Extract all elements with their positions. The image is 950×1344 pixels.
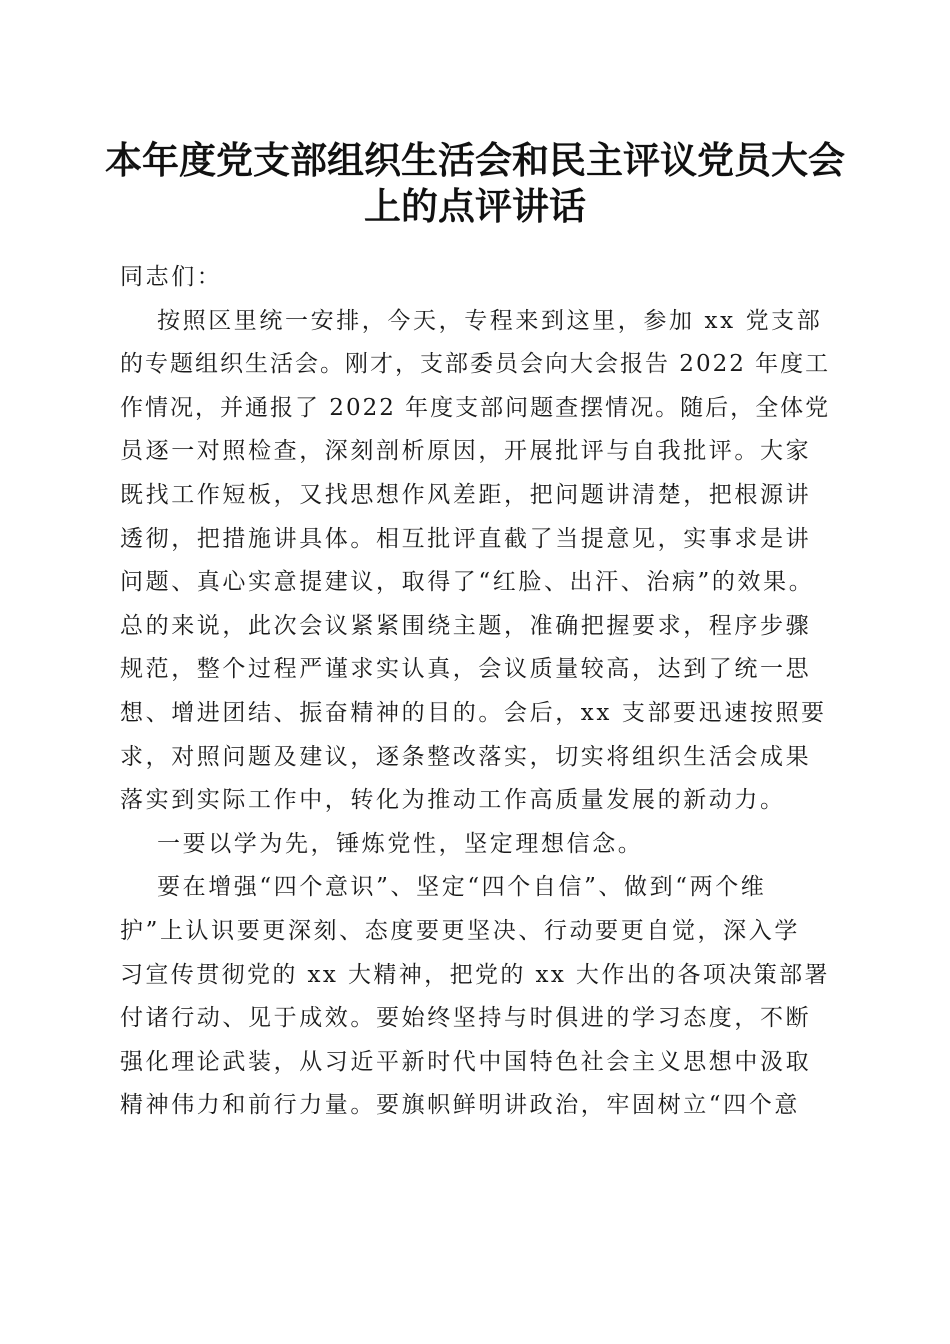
body-line: 习宣传贯彻党的 xx 大精神，把党的 xx 大作出的各项决策部署 — [120, 961, 830, 988]
body-line: 既找工作短板，又找思想作风差距，把问题讲清楚，把根源讲 — [120, 481, 812, 508]
document-body — [120, 256, 830, 1128]
salutation-line: 同志们： — [120, 264, 223, 290]
document-title-line-2: 上的点评讲话 — [364, 184, 586, 228]
body-line: 想、增进团结、振奋精神的目的。会后，xx 支部要迅速按照要 — [120, 699, 827, 726]
body-line: 按照区里统一安排，今天，专程来到这里，参加 xx 党支部 — [157, 307, 823, 334]
body-line: 员逐一对照检查，深刻剖析原因，开展批评与自我批评。大家 — [120, 438, 812, 465]
body-line: 强化理论武装，从习近平新时代中国特色社会主义思想中汲取 — [120, 1048, 812, 1075]
body-line: 求，对照问题及建议，逐条整改落实，切实将组织生活会成果 — [120, 743, 812, 770]
body-line: 要在增强“四个意识”、坚定“四个自信”、做到“两个维 — [157, 874, 767, 901]
body-line: 精神伟力和前行力量。要旗帜鲜明讲政治，牢固树立“四个意 — [120, 1092, 800, 1119]
body-line: 护”上认识要更深刻、态度要更坚决、行动要更自觉，深入学 — [120, 917, 800, 944]
body-line: 总的来说，此次会议紧紧围绕主题，准确把握要求，程序步骤 — [120, 612, 812, 639]
body-line: 透彻，把措施讲具体。相互批评直截了当提意见，实事求是讲 — [120, 525, 812, 552]
body-line: 作情况，并通报了 2022 年度支部问题查摆情况。随后，全体党 — [120, 394, 831, 421]
body-line: 的专题组织生活会。刚才，支部委员会向大会报告 2022 年度工 — [120, 351, 831, 378]
body-line: 落实到实际工作中，转化为推动工作高质量发展的新动力。 — [120, 787, 786, 814]
body-line: 规范，整个过程严谨求实认真，会议质量较高，达到了统一思 — [120, 656, 812, 683]
body-line: 问题、真心实意提建议，取得了“红脸、出汗、治病”的效果。 — [120, 569, 815, 596]
document-title-line-1: 本年度党支部组织生活会和民主评议党员大会 — [105, 138, 845, 182]
body-line: 一要以学为先，锤炼党性，坚定理想信念。 — [157, 830, 644, 857]
body-line: 付诸行动、见于成效。要始终坚持与时俱进的学习态度，不断 — [120, 1005, 812, 1032]
